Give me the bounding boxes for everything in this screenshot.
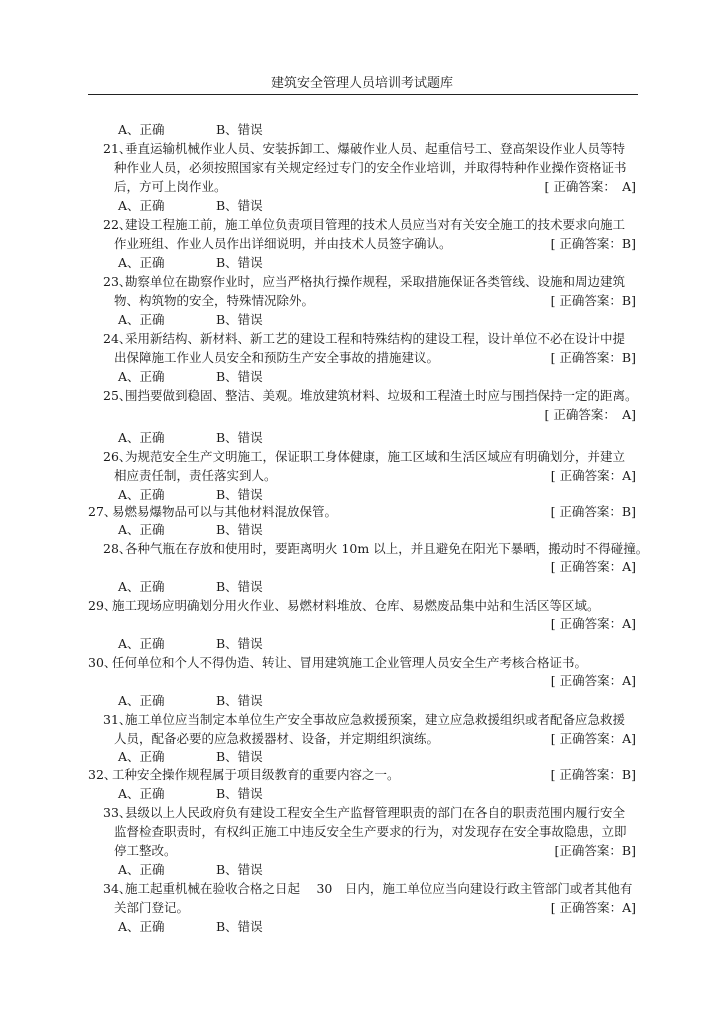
answer-label: [正确答案：B] [554,843,636,858]
option-b: B、错误 [216,862,263,877]
option-a: A、正确 [118,198,165,213]
question-text: 易燃易爆物品可以与其他材料混放保管。 [112,504,338,519]
option-row [0,784,724,803]
question-number: 25、 [103,388,132,403]
option-a: A、正确 [118,487,165,502]
option-row [0,253,724,272]
option-b: B、错误 [216,636,263,651]
question-number: 28、 [103,541,132,556]
option-a: A、正确 [118,430,165,445]
answer-label: [ 正确答案：B] [550,767,636,782]
option-a: A、正确 [118,786,165,801]
question-text: 出保障施工作业人员安全和预防生产安全事故的措施建议。 [114,350,440,365]
question-text: 种作业人员，必须按照国家有关规定经过专门的安全作业培训，并取得特种作业操作资格证书 [114,160,627,175]
option-row [0,428,724,447]
option-a: A、正确 [118,862,165,877]
option-b: B、错误 [216,122,263,137]
answer-label: [ 正确答案：B] [550,293,636,308]
option-b: B、错误 [216,579,263,594]
question-text: 垂直运输机械作业人员、安装拆卸工、爆破作业人员、起重信号工、登高架设作业人员等特 [125,141,626,156]
question-text: 任何单位和个人不得伪造、转让、冒用建筑施工企业管理人员安全生产考核合格证书。 [112,655,588,670]
option-a: A、正确 [118,579,165,594]
option-b: B、错误 [216,487,263,502]
header-title: 建筑安全管理人员培训考试题库 [270,76,453,91]
option-b: B、错误 [216,749,263,764]
option-a: A、正确 [118,693,165,708]
question-number: 22、 [103,217,132,232]
answer-label: [ 正确答案：A] [550,616,636,631]
question-text: 后，方可上岗作业。 [114,179,227,194]
question-text: 施工现场应明确划分用火作业、易燃材料堆放、仓库、易燃废品集中站和生活区等区域。 [112,598,600,613]
answer-label: [ 正确答案： A] [544,179,636,194]
option-row [0,520,724,539]
question-text: 人员，配备必要的应急救援器材、设备，并定期组织演练。 [114,731,440,746]
option-row [0,196,724,215]
question-number: 31、 [103,712,132,727]
question-number: 33、 [103,805,132,820]
question-text: 围挡要做到稳固、整洁、美观。堆放建筑材料、垃圾和工程渣土时应与围挡保持一定的距离。 [125,388,638,403]
question-text: 县级以上人民政府负有建设工程安全生产监督管理职责的部门在各自的职责范围内履行安全 [125,805,626,820]
option-b: B、错误 [216,430,263,445]
option-row [0,634,724,653]
question-text: 物、构筑物的安全，特殊情况除外。 [114,293,315,308]
question-text: 施工单位应当制定本单位生产安全事故应急救援预案，建立应急救援组织或者配备应急救援 [125,712,626,727]
option-b: B、错误 [216,693,263,708]
answer-label: [ 正确答案：A] [550,900,636,915]
question-number: 34、 [103,881,132,896]
option-b: B、错误 [216,522,263,537]
option-b: B、错误 [216,786,263,801]
question-number: 23、 [103,274,132,289]
option-b: B、错误 [216,198,263,213]
question-text: 各种气瓶在存放和使用时，要距离明火 10m 以上，并且避免在阳光下暴晒，搬动时不得碰撞。 [125,541,649,556]
option-row [0,691,724,710]
question-text: 采用新结构、新材料、新工艺的建设工程和特殊结构的建设工程，设计单位不必在设计中提 [125,331,626,346]
question-number: 29、 [88,598,117,613]
option-b: B、错误 [216,369,263,384]
option-row [0,577,724,596]
question-text: 关部门登记。 [114,900,190,915]
question-text: 施工起重机械在验收合格之日起 30 日内，施工单位应当向建设行政主管部门或者其他有 [125,881,633,896]
question-text: 为规范安全生产文明施工，保证职工身体健康，施工区域和生活区域应有明确划分，并建立 [125,449,626,464]
answer-label: [ 正确答案：A] [550,559,636,574]
question-number: 21、 [103,141,132,156]
question-text: 监督检查职责时，有权纠正施工中违反安全生产要求的行为，对发现存在安全事故隐患，立即 [114,824,627,839]
option-row [0,917,724,936]
question-number: 24、 [103,331,132,346]
question-text: 相应责任制，责任落实到人。 [114,468,277,483]
answer-label: [ 正确答案： A] [544,407,636,422]
question-text: 停工整改。 [114,843,177,858]
option-row [0,747,724,766]
option-a: A、正确 [118,919,165,934]
answer-label: [ 正确答案：B] [550,236,636,251]
answer-label: [ 正确答案：A] [550,673,636,688]
answer-label: [ 正确答案：B] [550,350,636,365]
option-row [0,310,724,329]
question-number: 30、 [88,655,117,670]
option-a: A、正确 [118,369,165,384]
question-text: 作业班组、作业人员作出详细说明，并由技术人员签字确认。 [114,236,452,251]
option-row [0,367,724,386]
option-a: A、正确 [118,312,165,327]
answer-label: [ 正确答案：A] [550,731,636,746]
option-a: A、正确 [118,255,165,270]
question-text: 工种安全操作规程属于项目级教育的重要内容之一。 [112,767,400,782]
option-b: B、错误 [216,255,263,270]
question-text: 建设工程施工前，施工单位负责项目管理的技术人员应当对有关安全施工的技术要求向施工 [125,217,626,232]
option-b: B、错误 [216,312,263,327]
option-a: A、正确 [118,122,165,137]
answer-label: [ 正确答案：B] [550,504,636,519]
option-row [0,860,724,879]
option-b: B、错误 [216,919,263,934]
option-a: A、正确 [118,636,165,651]
option-row [0,120,724,139]
question-number: 27、 [88,504,117,519]
option-a: A、正确 [118,749,165,764]
answer-label: [ 正确答案：A] [550,468,636,483]
question-number: 26、 [103,449,132,464]
question-text: 勘察单位在勘察作业时，应当严格执行操作规程，采取措施保证各类管线、设施和周边建筑 [125,274,626,289]
question-number: 32、 [88,767,117,782]
option-a: A、正确 [118,522,165,537]
